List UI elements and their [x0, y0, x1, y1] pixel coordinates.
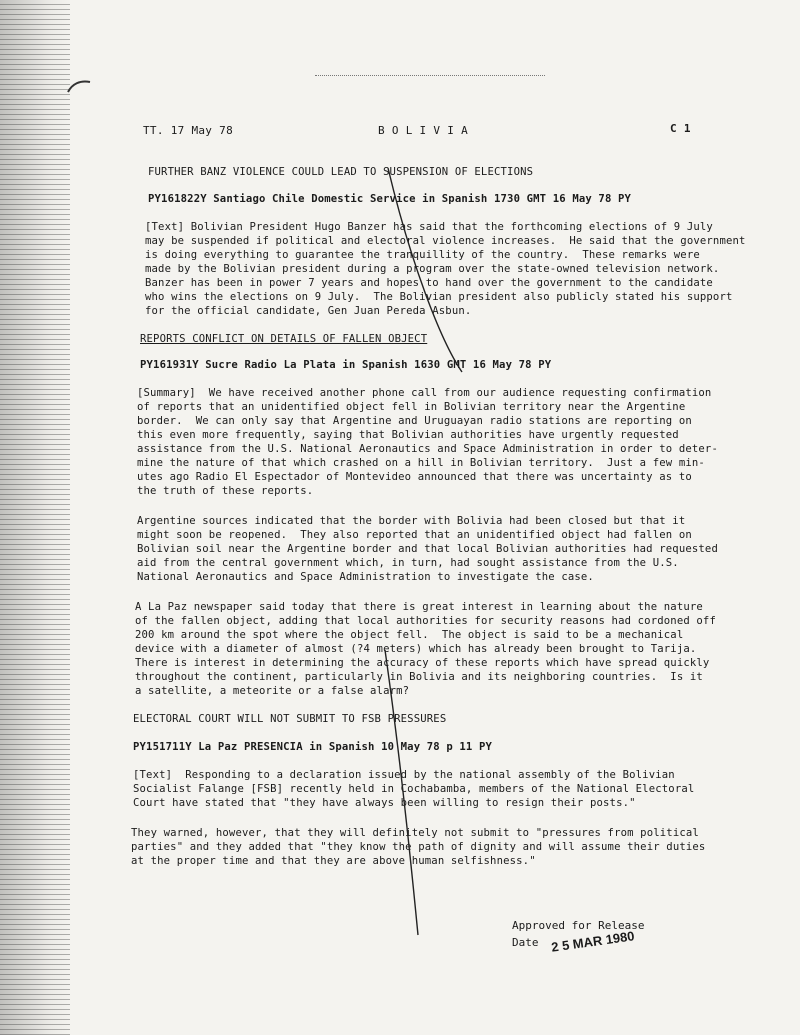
- section3-headline: ELECTORAL COURT WILL NOT SUBMIT TO FSB PRESSURES: [133, 713, 447, 725]
- text-line: made by the Bolivian president during a program over the state-owned television network.: [145, 263, 720, 275]
- text-line: device with a diameter of almost (?4 meters) which has already been brought to Tarija.: [135, 643, 697, 655]
- text-line: for the official candidate, Gen Juan Pereda Asbun.: [145, 305, 472, 317]
- text-line: They warned, however, that they will definitely not submit to "pressures from political: [131, 827, 699, 839]
- text-line: aid from the central government which, in turn, had sought assistance from the U.S.: [137, 557, 679, 569]
- text-line: Socialist Falange [FSB] recently held in Cochabamba, members of the National Electoral: [133, 783, 695, 795]
- diagonal-pen-stroke: [385, 168, 462, 935]
- text-line: might soon be reopened. They also reported that an unidentified object had fallen on: [137, 529, 692, 541]
- text-line: may be suspended if political and electoral violence increases. He said that the government: [145, 235, 746, 247]
- text-line: of the fallen object, adding that local authorities for security reasons had cordoned off: [135, 615, 716, 627]
- corner-hook-mark: [68, 81, 90, 92]
- text-line: the truth of these reports.: [137, 485, 314, 497]
- text-line: parties" and they added that "they know the path of dignity and will assume their duties: [131, 841, 706, 853]
- text-line: this even more frequently, saying that Bolivian authorities have urgently requested: [137, 429, 679, 441]
- section2-headline: REPORTS CONFLICT ON DETAILS OF FALLEN OBJECT: [140, 333, 428, 345]
- approval-date-row: [512, 928, 644, 955]
- release-approval-stamp: [512, 918, 645, 955]
- text-line: who wins the elections on 9 July. The Bolivian president also publicly stated his support: [145, 291, 733, 303]
- header-country: B O L I V I A: [378, 124, 468, 137]
- text-line: utes ago Radio El Espectador of Montevideo announced that there was uncertainty as to: [137, 471, 692, 483]
- text-line: at the proper time and that they are above human selfishness.": [131, 855, 536, 867]
- date-label: Date: [512, 936, 539, 949]
- text-line: mine the nature of that which crashed on a hill in Bolivian territory. Just a few min-: [137, 457, 705, 469]
- text-line: Argentine sources indicated that the border with Bolivia had been closed but that it: [137, 515, 686, 527]
- section3-dateline: PY151711Y La Paz PRESENCIA in Spanish 10 May 78 p 11 PY: [133, 741, 493, 753]
- text-line: throughout the continent, particularly in Bolivia and its neighboring countries. Is it: [135, 671, 703, 683]
- text-line: [Text] Bolivian President Hugo Banzer has said that the forthcoming elections of 9 July: [145, 221, 713, 233]
- text-line: National Aeronautics and Space Administration to investigate the case.: [137, 571, 594, 583]
- section1-dateline: PY161822Y Santiago Chile Domestic Service in Spanish 1730 GMT 16 May 78 PY: [148, 193, 632, 205]
- text-line: of reports that an unidentified object fell in Bolivian territory near the Argentine: [137, 401, 686, 413]
- text-line: A La Paz newspaper said today that there is great interest in learning about the nature: [135, 601, 703, 613]
- approved-label: Approved for Release: [512, 919, 645, 932]
- text-line: 200 km around the spot where the object fell. The object is said to be a mechanical: [135, 629, 684, 641]
- header-page-code: C 1: [670, 122, 691, 135]
- text-line: [Text] Responding to a declaration issued by the national assembly of the Bolivian: [133, 769, 675, 781]
- text-line: Bolivian soil near the Argentine border and that local Bolivian authorities had requested: [137, 543, 718, 555]
- header-date: TT. 17 May 78: [143, 124, 233, 137]
- text-line: assistance from the U.S. National Aeronautics and Space Administration in order to deter-: [137, 443, 718, 455]
- section2-dateline: PY161931Y Sucre Radio La Plata in Spanish 1630 GMT 16 May 78 PY: [140, 359, 552, 371]
- text-line: There is interest in determining the accuracy of these reports which have spread quickly: [135, 657, 710, 669]
- text-line: Court have stated that "they have always been willing to resign their posts.": [133, 797, 636, 809]
- text-line: [Summary] We have received another phone call from our audience requesting confirmation: [137, 387, 712, 399]
- text-line: is doing everything to guarantee the tranquillity of the country. These remarks were: [145, 249, 700, 261]
- text-line: Banzer has been in power 7 years and hopes to hand over the government to the candidate: [145, 277, 713, 289]
- text-line: border. We can only say that Argentine and Uruguayan radio stations are reporting on: [137, 415, 692, 427]
- section1-headline: FURTHER BANZ VIOLENCE COULD LEAD TO SUSPENSION OF ELECTIONS: [148, 166, 534, 178]
- stamp-date: 2 5 MAR 1980: [550, 928, 636, 955]
- text-line: a satellite, a meteorite or a false alarm?: [135, 685, 410, 697]
